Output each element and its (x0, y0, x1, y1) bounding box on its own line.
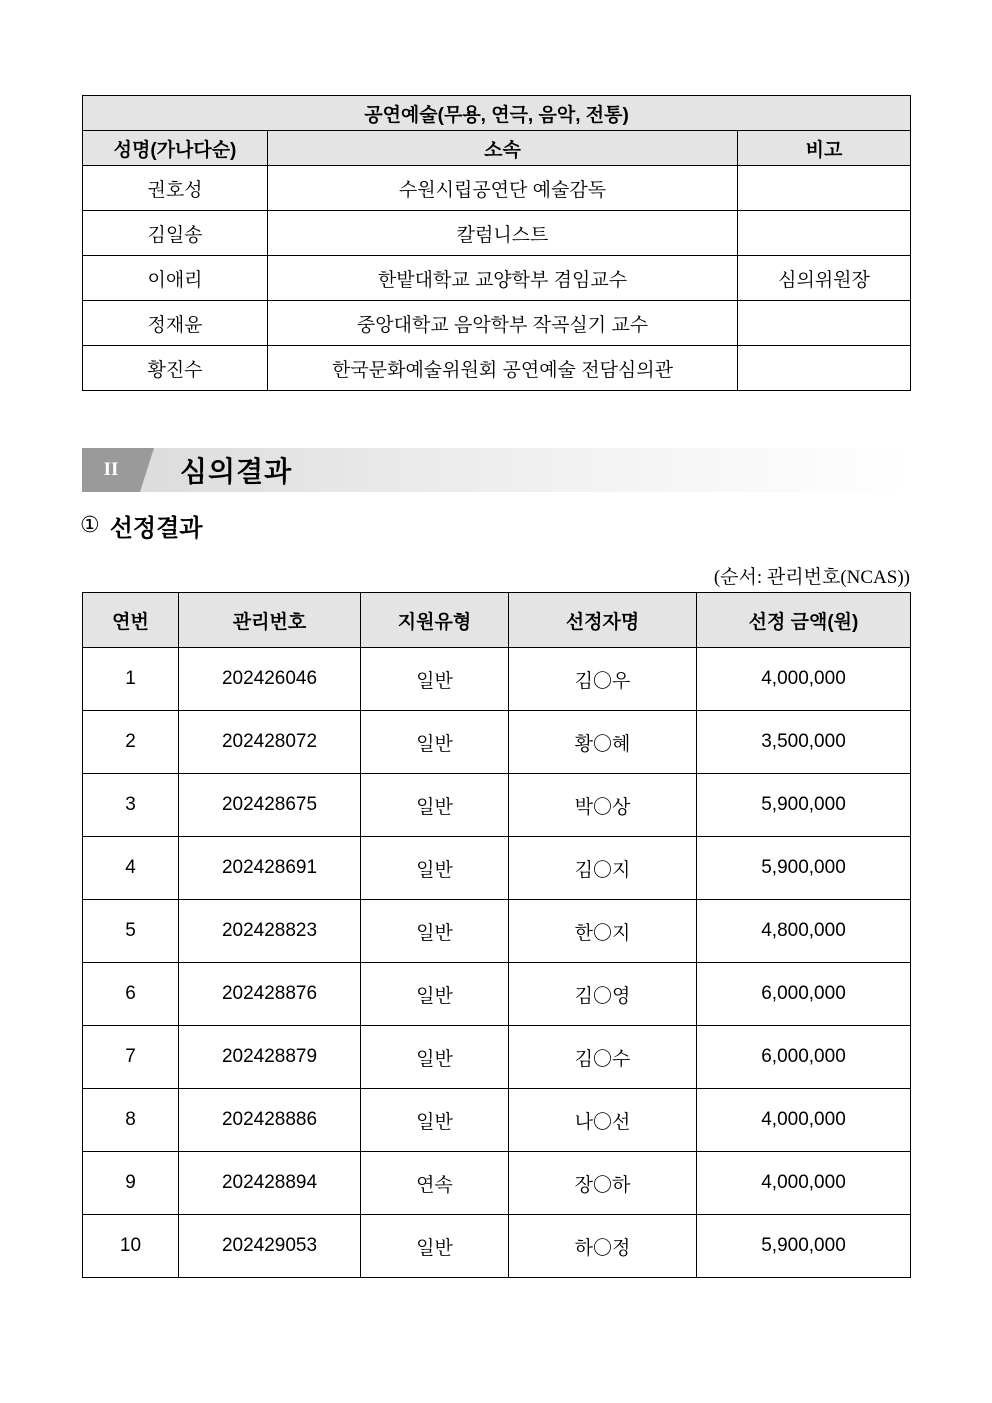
results-cell-no: 6 (83, 963, 179, 1026)
committee-cell-org: 한밭대학교 교양학부 겸임교수 (268, 256, 738, 301)
results-cell-no: 9 (83, 1152, 179, 1215)
results-cell-support-type: 일반 (361, 837, 509, 900)
table-row (83, 963, 911, 1026)
order-note: (순서: 관리번호(NCAS)) (713, 567, 910, 588)
results-cell-no: 3 (83, 774, 179, 837)
results-cell-selectee-name: 박〇상 (509, 774, 697, 837)
results-cell-mgmt-no: 202428675 (179, 774, 361, 837)
results-cell-amount: 4,000,000 (697, 1089, 911, 1152)
results-cell-amount: 6,000,000 (697, 1026, 911, 1089)
section-number: II (82, 448, 140, 492)
committee-table-container (82, 95, 910, 391)
results-cell-amount: 5,900,000 (697, 837, 911, 900)
results-cell-selectee-name: 김〇우 (509, 648, 697, 711)
committee-cell-org: 수원시립공연단 예술감독 (268, 166, 738, 211)
results-cell-selectee-name: 김〇지 (509, 837, 697, 900)
results-header-amount: 선정 금액(원) (697, 593, 911, 648)
results-cell-selectee-name: 하〇정 (509, 1215, 697, 1278)
results-cell-no: 4 (83, 837, 179, 900)
results-cell-support-type: 일반 (361, 1089, 509, 1152)
results-cell-selectee-name: 장〇하 (509, 1152, 697, 1215)
section-heading (82, 448, 910, 492)
committee-cell-name: 황진수 (83, 346, 268, 391)
table-row (83, 256, 911, 301)
results-table (82, 592, 911, 1278)
committee-title-cell: 공연예술(무용, 연극, 음악, 전통) (83, 96, 911, 131)
table-row (83, 1089, 911, 1152)
results-cell-mgmt-no: 202428894 (179, 1152, 361, 1215)
section-title: 심의결과 (180, 456, 293, 487)
results-cell-support-type: 연속 (361, 1152, 509, 1215)
results-cell-no: 8 (83, 1089, 179, 1152)
table-row (83, 346, 911, 391)
results-header-no: 연번 (83, 593, 179, 648)
table-row (83, 900, 911, 963)
committee-cell-note (738, 346, 911, 391)
results-cell-amount: 6,000,000 (697, 963, 911, 1026)
committee-cell-org: 칼럼니스트 (268, 211, 738, 256)
results-header-row (83, 593, 911, 648)
committee-cell-org: 한국문화예술위원회 공연예술 전담심의관 (268, 346, 738, 391)
committee-cell-name: 권호성 (83, 166, 268, 211)
committee-cell-note (738, 166, 911, 211)
results-cell-amount: 4,000,000 (697, 648, 911, 711)
results-cell-support-type: 일반 (361, 1026, 509, 1089)
results-cell-mgmt-no: 202428823 (179, 900, 361, 963)
table-row (83, 711, 911, 774)
results-cell-no: 2 (83, 711, 179, 774)
table-row (83, 1152, 911, 1215)
results-cell-support-type: 일반 (361, 711, 509, 774)
results-cell-support-type: 일반 (361, 1215, 509, 1278)
results-cell-mgmt-no: 202428879 (179, 1026, 361, 1089)
committee-header-row (83, 131, 911, 166)
results-cell-mgmt-no: 202429053 (179, 1215, 361, 1278)
committee-cell-org: 중앙대학교 음악학부 작곡실기 교수 (268, 301, 738, 346)
committee-header-name: 성명(가나다순) (83, 131, 268, 166)
committee-table (82, 95, 911, 391)
results-cell-no: 5 (83, 900, 179, 963)
table-row (83, 301, 911, 346)
circled-number-icon: ① (80, 512, 100, 538)
committee-header-note: 비고 (738, 131, 911, 166)
results-cell-no: 1 (83, 648, 179, 711)
table-row (83, 648, 911, 711)
committee-cell-name: 이애리 (83, 256, 268, 301)
results-cell-mgmt-no: 202428691 (179, 837, 361, 900)
committee-cell-name: 정재윤 (83, 301, 268, 346)
table-row (83, 1026, 911, 1089)
results-cell-mgmt-no: 202428876 (179, 963, 361, 1026)
results-cell-mgmt-no: 202428886 (179, 1089, 361, 1152)
committee-cell-note: 심의위원장 (738, 256, 911, 301)
results-cell-no: 7 (83, 1026, 179, 1089)
results-cell-no: 10 (83, 1215, 179, 1278)
subsection-heading (80, 508, 202, 543)
committee-title-row (83, 96, 911, 131)
table-row (83, 1215, 911, 1278)
results-cell-selectee-name: 나〇선 (509, 1089, 697, 1152)
results-cell-amount: 5,900,000 (697, 774, 911, 837)
subsection-title: 선정결과 (109, 515, 203, 542)
results-cell-selectee-name: 김〇영 (509, 963, 697, 1026)
results-cell-amount: 3,500,000 (697, 711, 911, 774)
results-header-selectee-name: 선정자명 (509, 593, 697, 648)
results-cell-support-type: 일반 (361, 963, 509, 1026)
results-cell-support-type: 일반 (361, 900, 509, 963)
committee-cell-note (738, 301, 911, 346)
results-cell-mgmt-no: 202428072 (179, 711, 361, 774)
table-row (83, 211, 911, 256)
results-header-mgmt-no: 관리번호 (179, 593, 361, 648)
committee-header-org: 소속 (268, 131, 738, 166)
results-cell-amount: 4,800,000 (697, 900, 911, 963)
results-table-container (82, 592, 910, 1278)
table-row (83, 166, 911, 211)
results-cell-selectee-name: 김〇수 (509, 1026, 697, 1089)
results-cell-amount: 5,900,000 (697, 1215, 911, 1278)
committee-cell-name: 김일송 (83, 211, 268, 256)
table-row (83, 837, 911, 900)
results-cell-support-type: 일반 (361, 648, 509, 711)
results-cell-mgmt-no: 202426046 (179, 648, 361, 711)
table-row (83, 774, 911, 837)
results-cell-selectee-name: 황〇혜 (509, 711, 697, 774)
results-header-support-type: 지원유형 (361, 593, 509, 648)
results-cell-support-type: 일반 (361, 774, 509, 837)
results-cell-selectee-name: 한〇지 (509, 900, 697, 963)
committee-cell-note (738, 211, 911, 256)
results-cell-amount: 4,000,000 (697, 1152, 911, 1215)
